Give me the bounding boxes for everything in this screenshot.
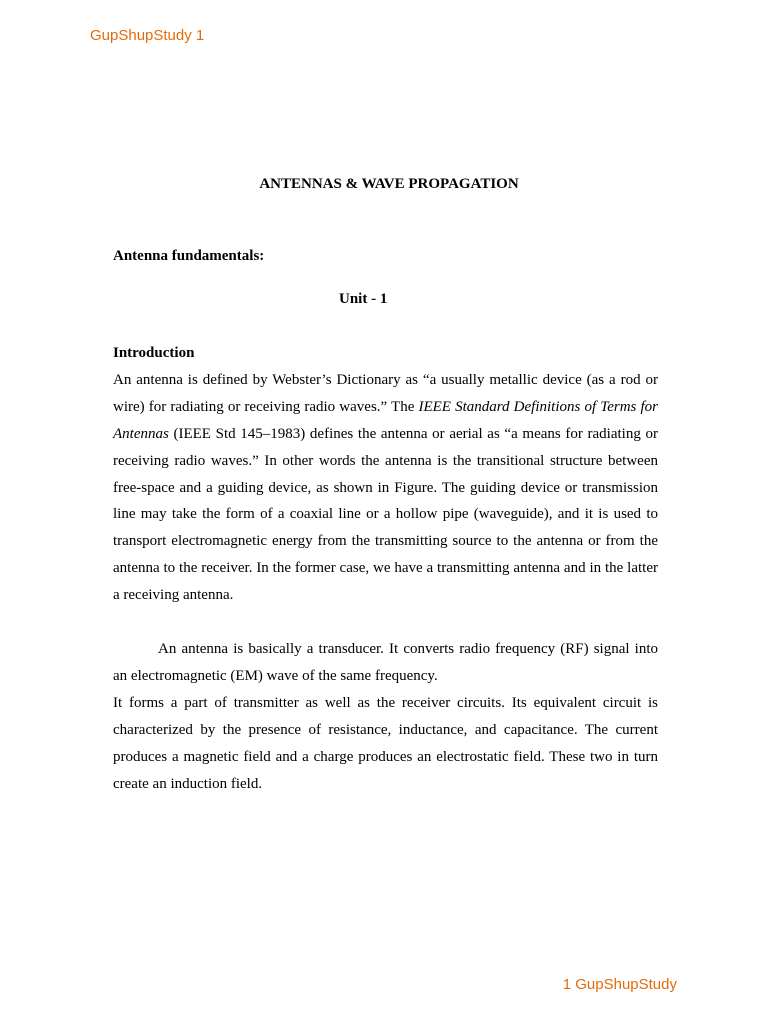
section-heading: Antenna fundamentals: [113, 248, 265, 264]
document-title: ANTENNAS & WAVE PROPAGATION [259, 176, 519, 192]
ieee-standard-title: IEEE Standard Definitions of Terms for Antennas [113, 398, 658, 442]
paragraph-definition-part2: (IEEE Std 145–1983) defines the antenna or aerial as “a means for radiating or receiving radio waves.” In other words the antenna is the transitional structure between free-space and a guiding device, as shown in Figure. The guiding device or transmission line may take the form of a coaxial line or a hollow pipe (waveguide), and it is used to transport electromagnetic energy from the transmitting source to the antenna or from the antenna to the receiver. In the former case, we have a transmitting antenna and in the latter a receiving antenna. [113, 425, 658, 604]
paragraph-definition-part1: An antenna is defined by Webster’s Dictionary as “a usually metallic device (as a rod or wire) for radiating or receiving radio waves.” The [113, 371, 658, 415]
paragraph-spacer [113, 609, 658, 636]
page-footer: 1 GupShupStudy [562, 976, 677, 993]
body-content [113, 340, 658, 798]
paragraph-transducer: An antenna is basically a transducer. It converts radio frequency (RF) signal into an electromagnetic (EM) wave of the same frequency. [113, 641, 658, 684]
introduction-heading: Introduction [113, 345, 195, 361]
page-header: GupShupStudy 1 [90, 27, 205, 44]
unit-label: Unit - 1 [339, 291, 388, 307]
paragraph-definition [113, 367, 658, 609]
paragraph-circuit: It forms a part of transmitter as well as the receiver circuits. Its equivalent circuit is characterized by the presence of resistance, inductance, and capacitance. The current produces a magnetic field and a charge produces an electrostatic field. These two in turn create an induction field. [113, 694, 658, 792]
